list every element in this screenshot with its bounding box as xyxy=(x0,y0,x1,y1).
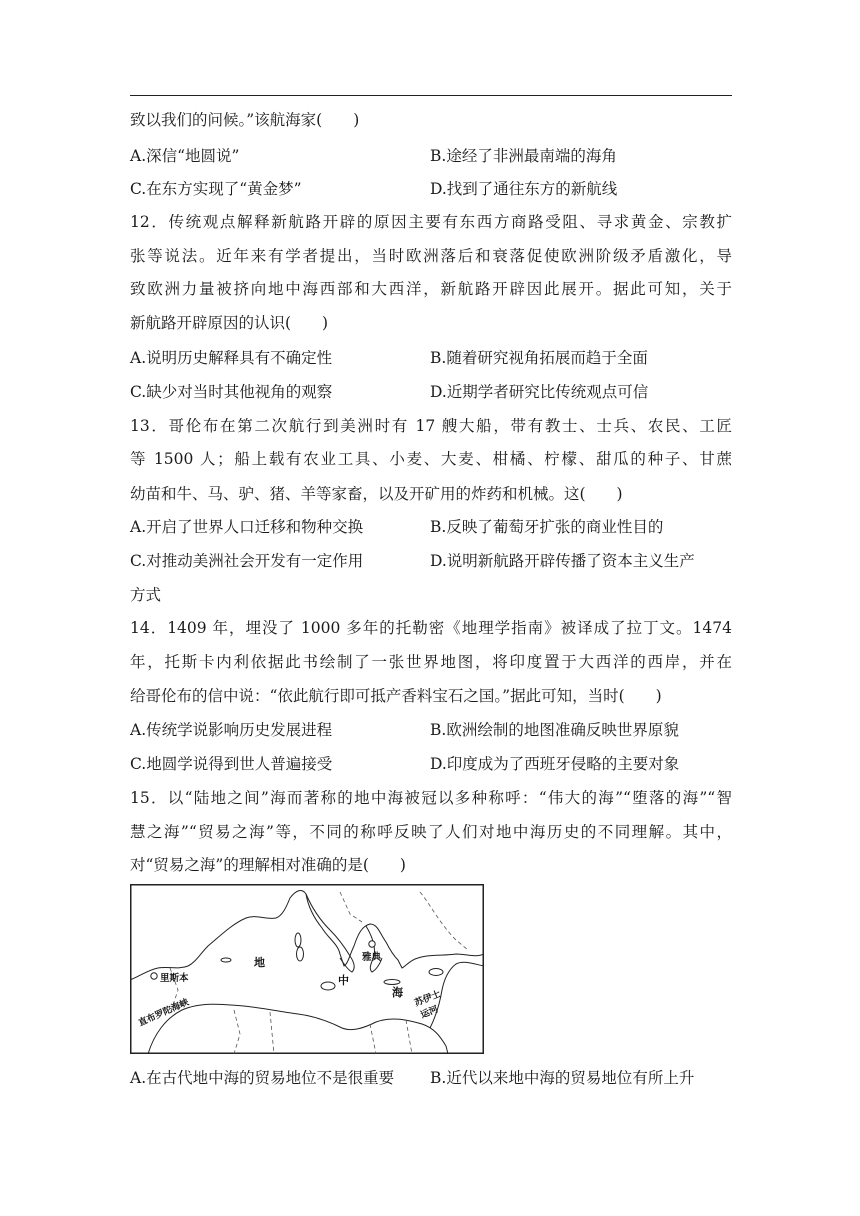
q13-stem-line: 等 1500 人；船上载有农业工具、小麦、大麦、柑橘、柠檬、甜瓜的种子、甘蔗 xyxy=(130,450,732,468)
q11-option-b: B.途经了非洲最南端的海角 xyxy=(430,147,617,165)
q14-stem-line: 给哥伦布的信中说：“依此航行即可抵产香料宝石之国。”据此可知，当时( ) xyxy=(130,687,662,705)
lisbon-label: 里斯本 xyxy=(160,973,189,984)
q12-option-a: A.说明历史解释具有不确定性 xyxy=(130,349,333,367)
q13-option-c: C.对推动美洲社会开发有一定作用 xyxy=(130,552,364,570)
q15-option-b: B.近代以来地中海的贸易地位有所上升 xyxy=(430,1069,695,1087)
suez-label-2: 运河 xyxy=(419,1004,440,1021)
q12-option-c: C.缺少对当时其他视角的观察 xyxy=(130,383,333,401)
q12-option-b: B.随着研究视角拓展而趋于全面 xyxy=(430,349,648,367)
q14-option-a: A.传统学说影响历史发展进程 xyxy=(130,721,333,739)
q13-option-a: A.开启了世界人口迁移和物种交换 xyxy=(130,518,364,536)
suez-label-1: 苏伊士 xyxy=(413,989,443,1009)
q13-stem-line: 13．哥伦布在第二次航行到美洲时有 17 艘大船，带有教士、士兵、农民、工匠 xyxy=(130,417,732,435)
q14-stem-line: 年，托斯卡内利依据此书绘制了一张世界地图，将印度置于大西洋的西岸，并在 xyxy=(130,653,732,671)
header-rule xyxy=(130,95,732,96)
lisbon-marker xyxy=(151,973,157,979)
q11-option-d: D.找到了通往东方的新航线 xyxy=(430,180,618,198)
q13-option-d: D.说明新航路开辟传播了资本主义生产 xyxy=(430,552,695,570)
q11-option-a: A.深信“地圆说” xyxy=(130,147,240,165)
athens-label: 雅典 xyxy=(362,952,382,963)
q15-stem-line: 慧之海”“贸易之海”等，不同的称呼反映了人们对地中海历史的不同理解。其中， xyxy=(130,823,732,841)
q12-stem-line: 新航路开辟原因的认识( ) xyxy=(130,314,329,332)
q14-option-b: B.欧洲绘制的地图准确反映世界原貌 xyxy=(430,721,679,739)
q15-option-a: A.在古代地中海的贸易地位不是很重要 xyxy=(130,1069,395,1087)
q12-stem-line: 致欧洲力量被挤向地中海西部和大西洋，新航路开辟因此展开。据此可知，关于 xyxy=(130,280,732,298)
q11-stem-tail: 致以我们的问候。”该航海家( ) xyxy=(130,111,360,129)
q15-stem-line: 对“贸易之海”的理解相对准确的是( ) xyxy=(130,856,406,874)
athens-marker xyxy=(369,941,375,947)
gibraltar-label: 直布罗陀海峡 xyxy=(137,997,191,1029)
q12-stem-line: 12．传统观点解释新航路开辟的原因主要有东西方商路受阻、寻求黄金、宗教扩 xyxy=(130,213,732,231)
q12-stem-line: 张等说法。近年来有学者提出，当时欧洲落后和衰落促使欧洲阶级矛盾激化，导 xyxy=(130,247,732,265)
land-label: 地 xyxy=(254,956,265,969)
mediterranean-map xyxy=(130,884,484,1054)
q13-option-d-continued: 方式 xyxy=(130,586,162,604)
q15-stem-line: 15．以“陆地之间”海而著称的地中海被冠以多种称呼：“伟大的海”“堕落的海”“智 xyxy=(130,789,732,807)
q14-stem-line: 14．1409 年，埋没了 1000 多年的托勒密《地理学指南》被译成了拉丁文。1474 xyxy=(130,619,732,637)
q13-stem-line: 幼苗和牛、马、驴、猪、羊等家畜，以及开矿用的炸药和机械。这( ) xyxy=(130,485,623,503)
q13-option-b: B.反映了葡萄牙扩张的商业性目的 xyxy=(430,518,664,536)
sea-label-2: 海 xyxy=(392,986,403,999)
q12-option-d: D.近期学者研究比传统观点可信 xyxy=(430,383,649,401)
q14-option-d: D.印度成为了西班牙侵略的主要对象 xyxy=(430,755,680,773)
q11-option-c: C.在东方实现了“黄金梦” xyxy=(130,180,302,198)
q14-option-c: C.地圆学说得到世人普遍接受 xyxy=(130,755,333,773)
sea-label-1: 中 xyxy=(338,974,349,987)
